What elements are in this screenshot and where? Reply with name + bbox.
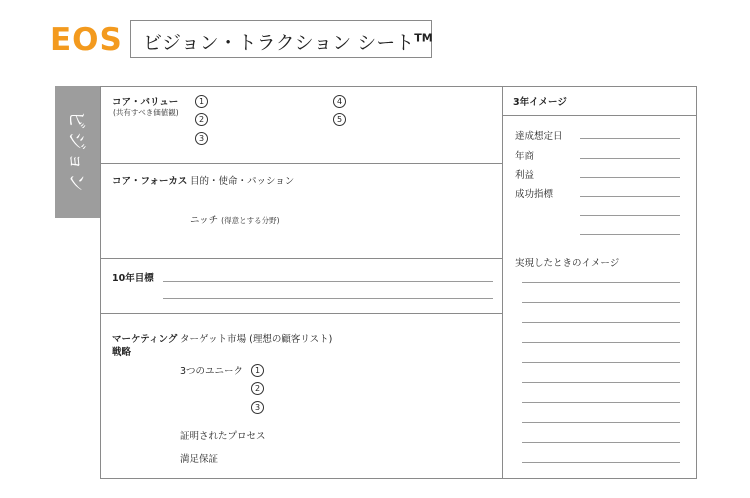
three-uniques-label: 3つのユニーク: [180, 366, 244, 377]
three-year-field-date: 達成想定日: [515, 131, 563, 142]
three-year-field-profit: 利益: [515, 170, 535, 181]
divider-core-values: [100, 163, 502, 164]
core-focus-niche-note: (得意とする分野): [221, 216, 280, 225]
three-year-measurables-line-1: [580, 196, 680, 197]
guarantee: 満足保証: [180, 454, 219, 465]
three-year-field-measurables: 成功指標: [515, 189, 554, 200]
ten-year-line-2: [163, 298, 493, 299]
vision-line: [522, 462, 680, 463]
vision-side-tab-label: ビジョン: [65, 110, 88, 194]
eos-logo: EOS: [50, 22, 123, 58]
marketing-label-line1: マーケティング: [112, 334, 178, 345]
vision-line: [522, 362, 680, 363]
trademark-mark: TM: [414, 31, 433, 45]
core-focus-niche: ニッチ (得意とする分野): [190, 215, 280, 226]
three-year-measurables-line-3: [580, 234, 680, 235]
divider-core-focus: [100, 258, 502, 259]
core-values-label: コア・バリュー: [112, 97, 179, 108]
sheet-title: ビジョン・トラクション シート™: [143, 31, 433, 54]
core-value-number-5: 5: [333, 113, 346, 126]
core-focus-label: コア・フォーカス: [112, 176, 188, 187]
proven-process: 証明されたプロセス: [180, 431, 266, 442]
core-value-number-3: 3: [195, 132, 208, 145]
unique-number-1: 1: [251, 364, 264, 377]
marketing-label-line2: 戦略: [112, 347, 132, 358]
three-year-field-revenue: 年商: [515, 151, 535, 162]
vision-line: [522, 402, 680, 403]
three-year-vision-label: 実現したときのイメージ: [515, 258, 620, 269]
core-focus-purpose: 目的・使命・パッション: [190, 176, 295, 187]
three-year-label: 3年イメージ: [513, 97, 567, 108]
three-year-revenue-line: [580, 158, 680, 159]
ten-year-label: 10年目標: [112, 273, 154, 284]
core-values-sublabel: (共有すべき価値観): [113, 108, 179, 117]
vision-line: [522, 282, 680, 283]
three-year-profit-line: [580, 177, 680, 178]
core-value-number-4: 4: [333, 95, 346, 108]
vision-side-tab: [55, 86, 101, 218]
vision-line: [522, 342, 680, 343]
column-divider: [502, 86, 503, 479]
divider-three-year-header: [502, 115, 697, 116]
three-year-date-line: [580, 138, 680, 139]
vision-line: [522, 322, 680, 323]
unique-number-2: 2: [251, 382, 264, 395]
vision-line: [522, 442, 680, 443]
vision-line: [522, 302, 680, 303]
ten-year-line-1: [163, 281, 493, 282]
core-value-number-2: 2: [195, 113, 208, 126]
core-value-number-1: 1: [195, 95, 208, 108]
vision-line: [522, 382, 680, 383]
three-year-measurables-line-2: [580, 215, 680, 216]
divider-ten-year: [100, 313, 502, 314]
sheet-title-box: [130, 20, 432, 58]
target-market: ターゲット市場 (理想の顧客リスト): [180, 334, 333, 345]
vision-line: [522, 422, 680, 423]
unique-number-3: 3: [251, 401, 264, 414]
